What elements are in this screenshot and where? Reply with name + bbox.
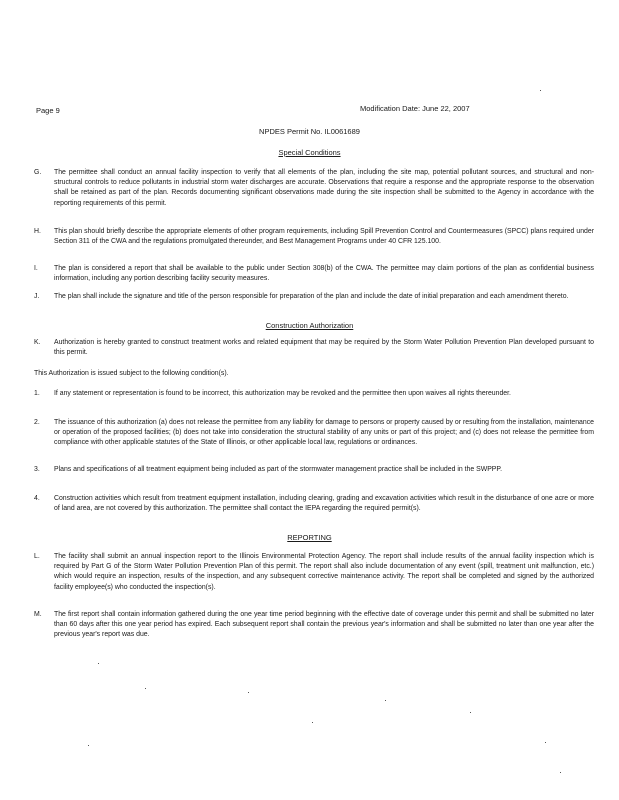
modification-date: Modification Date: June 22, 2007 <box>360 104 470 113</box>
reporting-title: REPORTING <box>287 533 332 542</box>
authorization-condition-1 <box>34 389 594 399</box>
condition-l <box>34 552 594 593</box>
scan-speck <box>560 772 561 773</box>
construction-authorization-title: Construction Authorization <box>265 321 354 330</box>
condition-m <box>34 610 594 641</box>
condition-g <box>34 168 594 209</box>
item-label: 4. <box>34 495 40 502</box>
page-number: Page 9 <box>36 106 60 115</box>
scan-speck <box>470 712 471 713</box>
item-text: The permittee shall conduct an annual facility inspection to verify that all elements of the plan, including the site map, potential pollutant sources, and structural and non-structural controls to reduce pollutants in industrial storm water discharges are accurate. Observations that require a response and the appropriate response to the observation shall be retained as part of the plan. Records documenting significant observations made during the site inspection shall be submitted to the Agency in accordance with the reporting requirements of this permit. <box>54 169 594 207</box>
item-text: The facility shall submit an annual inspection report to the Illinois Environmental Protection Agency. The report shall include results of the annual facility inspection which is required by Part G of the Storm Water Pollution Prevention Plan of this permit. The report shall also include documentation of any event (spill, treatment unit malfunction, etc.) which would require an inspection, results of the inspection, and any subsequent corrective maintenance activity. The report shall be completed and signed by the authorized facility employee(s) who conducted the inspection(s). <box>54 553 594 591</box>
condition-j <box>34 292 594 302</box>
item-label: J. <box>34 293 40 300</box>
item-text: The plan is considered a report that shall be available to the public under Section 308(b) of the CWA. The permittee may claim portions of the plan as confidential business information, including any portion describing facility security measures. <box>54 265 594 283</box>
item-label: I. <box>34 265 38 272</box>
item-label: K. <box>34 339 41 346</box>
scan-speck <box>98 663 99 664</box>
item-label: L. <box>34 553 40 560</box>
item-text: Construction activities which result from treatment equipment installation, including clearing, grading and excavation activities which result in the disturbance of one acre or more of land area, are not covered by this authorization. The permittee shall contact the IEPA regarding the required permit(s). <box>54 495 594 513</box>
item-text: The first report shall contain information gathered during the one year time period beginning with the effective date of coverage under this permit and shall be submitted no later than 60 days after this one year period has expired. Each subsequent report shall contain the previous year's information and shall be submitted no later than one year after the previous year's report was due. <box>54 611 594 639</box>
item-label: 1. <box>34 390 40 397</box>
condition-h <box>34 227 594 247</box>
scan-speck <box>248 692 249 693</box>
item-label: M. <box>34 611 42 618</box>
authorization-condition-4 <box>34 494 594 514</box>
item-label: 3. <box>34 466 40 473</box>
scan-speck <box>145 688 146 689</box>
special-conditions-title: Special Conditions <box>278 148 341 157</box>
scan-speck <box>540 90 541 91</box>
item-text: This plan should briefly describe the appropriate elements of other program requirements, including Spill Prevention Control and Countermeasures (SPCC) plans required under Section 311 of the CWA and the regulations promulgated thereunder, and Best Management Programs under 40 CFR 125.100. <box>54 228 594 246</box>
item-label: 2. <box>34 419 40 426</box>
item-label: H. <box>34 228 41 235</box>
item-text: If any statement or representation is found to be incorrect, this authorization may be revoked and the permittee then upon waives all rights thereunder. <box>54 390 511 397</box>
item-label: G. <box>34 169 42 176</box>
item-text: Authorization is hereby granted to construct treatment works and related equipment that may be required by the Storm Water Pollution Prevention Plan developed pursuant to this permit. <box>54 339 594 357</box>
scan-speck <box>385 700 386 701</box>
condition-i <box>34 264 594 284</box>
permit-number: NPDES Permit No. IL0061689 <box>259 127 360 136</box>
scan-speck <box>88 745 89 746</box>
condition-k <box>34 338 594 358</box>
authorization-intro: This Authorization is issued subject to the following condition(s). <box>34 370 229 377</box>
item-text: The plan shall include the signature and title of the person responsible for preparation of the plan and include the date of initial preparation and each amendment thereto. <box>54 293 569 300</box>
scan-speck <box>545 742 546 743</box>
authorization-condition-3 <box>34 465 594 475</box>
scan-speck <box>312 722 313 723</box>
item-text: The issuance of this authorization (a) does not release the permittee from any liability for damage to persons or property caused by or resulting from the installation, maintenance or operation of the proposed facilities; (b) does not take into consideration the structural stability of any units or part of this project; and (c) does not release the permittee from compliance with other applicable statutes of the State of Illinois, or other applicable local law, regulations or ordinances. <box>54 419 594 447</box>
item-text: Plans and specifications of all treatment equipment being included as part of the stormwater management practice shall be included in the SWPPP. <box>54 466 503 473</box>
authorization-condition-2 <box>34 418 594 449</box>
